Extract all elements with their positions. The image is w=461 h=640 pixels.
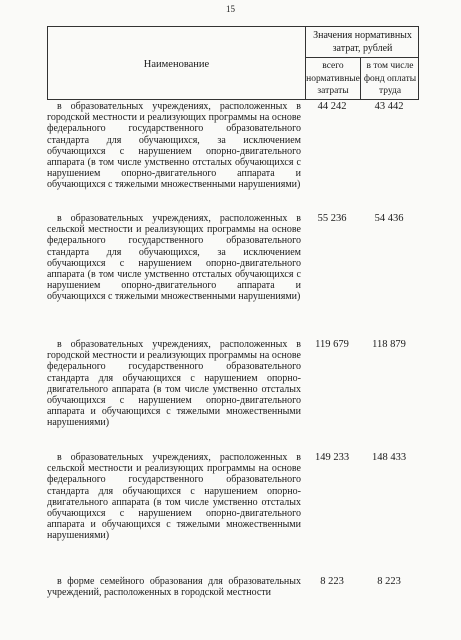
- row-total-value: 55 236: [317, 213, 347, 224]
- page-number: 15: [226, 4, 235, 14]
- header-divider: [305, 57, 418, 58]
- row-fund-value: 8 223: [377, 576, 401, 587]
- header-fund-label: в том числе фонд оплаты труда: [363, 61, 417, 96]
- row-fund-value: 54 436: [374, 213, 404, 224]
- header-name-column: [48, 27, 305, 101]
- table-header: [47, 26, 419, 100]
- row-total-value: 149 233: [314, 452, 350, 463]
- row-description: [47, 452, 301, 542]
- row-description: [47, 576, 301, 598]
- row-fund-value: 43 442: [374, 101, 404, 112]
- row-fund-value: 118 879: [372, 339, 406, 350]
- row-description-text: в форме семейного образования для образовательных учреждений, расположенных в городской местности: [47, 576, 301, 599]
- row-description: [47, 339, 301, 429]
- row-total-value: 119 679: [315, 339, 349, 350]
- row-fund-value: 148 433: [371, 452, 407, 463]
- header-name-label: Наименование: [143, 58, 210, 70]
- header-group-label: Значения нормативных затрат, рублей: [313, 30, 412, 54]
- row-description: [47, 213, 301, 303]
- row-description-text: в образовательных учреждениях, расположенных в городской местности и реализующих программы на основе федерального государственного образовательного стандарта для обучающихся с нарушением опорно-двигательного аппарата (в том числе умственно отсталых обучающихся с нарушением опорно-двигательного аппарата и обучающихся с тяжелыми множественными нарушениями): [47, 339, 301, 429]
- row-total-value: 8 223: [320, 576, 344, 587]
- row-description-text: в образовательных учреждениях, расположенных в городской местности и реализующих программы на основе федерального государственного образовательного стандарта для обучающихся, за исключением обучающихся с нарушением опорно-двигательного аппарата (в том числе умственно отсталых обучающихся с нарушением опорно-двигательного аппарата и обучающихся с тяжелыми множественными нарушениями): [47, 101, 301, 191]
- row-description: [47, 101, 301, 191]
- row-description-text: в образовательных учреждениях, расположенных в сельской местности и реализующих программы на основе федерального государственного образовательного стандарта для обучающихся, за исключением обучающихся с нарушением опорно-двигательного аппарата (в том числе умственно отсталых обучающихся с нарушением опорно-двигательного аппарата и обучающихся с тяжелыми множественными нарушениями): [47, 213, 301, 303]
- row-total-value: 44 242: [317, 101, 347, 112]
- row-description-text: в образовательных учреждениях, расположенных в сельской местности и реализующих программы на основе федерального государственного образовательного стандарта для обучающихся с нарушением опорно-двигательного аппарата (в том числе умственно отсталых обучающихся с нарушением опорно-двигательного аппарата и обучающихся с тяжелыми множественными нарушениями): [47, 452, 301, 542]
- header-total-label: всего нормативные затраты: [306, 61, 360, 96]
